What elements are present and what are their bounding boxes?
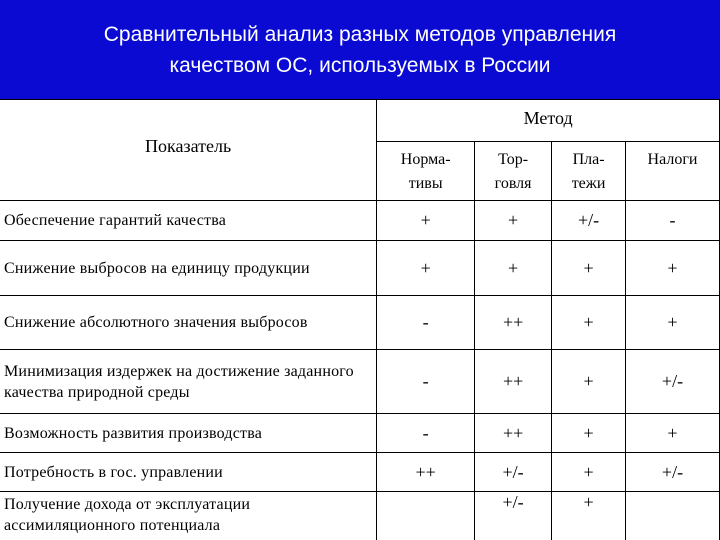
row-value: - xyxy=(377,414,475,453)
row-indicator: Снижение выбросов на единицу продукции xyxy=(0,241,377,296)
row-value: + xyxy=(377,241,475,296)
row-value: + xyxy=(552,453,626,492)
method-header: Метод xyxy=(377,100,720,142)
column-header-line: Норма- xyxy=(400,151,451,168)
row-value: + xyxy=(475,241,552,296)
indicator-header: Показатель xyxy=(0,100,377,201)
table-row xyxy=(0,453,720,492)
table-row xyxy=(0,414,720,453)
row-value: + xyxy=(552,296,626,350)
row-value: + xyxy=(552,350,626,414)
row-value: - xyxy=(377,350,475,414)
row-value: + xyxy=(626,241,720,296)
column-header-line: говля xyxy=(494,175,532,192)
row-indicator: Получение дохода от эксплуатации ассимиляционного потенциала xyxy=(0,492,377,540)
table-row xyxy=(0,350,720,414)
row-value: ++ xyxy=(377,453,475,492)
table-row xyxy=(0,201,720,241)
row-value: + xyxy=(377,201,475,241)
row-value: - xyxy=(626,201,720,241)
column-header-trade xyxy=(475,142,552,201)
table-row xyxy=(0,296,720,350)
row-indicator: Возможность развития производства xyxy=(0,414,377,453)
row-value: +/- xyxy=(475,453,552,492)
column-header-line: Тор- xyxy=(498,151,529,168)
row-value xyxy=(626,492,720,540)
row-value: +/- xyxy=(626,350,720,414)
row-value: + xyxy=(552,241,626,296)
column-header-line: тежи xyxy=(571,175,606,192)
slide-title-line-1: Сравнительный анализ разных методов управления xyxy=(103,22,617,46)
row-value: +/- xyxy=(626,453,720,492)
row-value: ++ xyxy=(475,414,552,453)
row-value: ++ xyxy=(475,296,552,350)
table-row xyxy=(0,492,720,540)
row-indicator: Снижение абсолютного значения выбросов xyxy=(0,296,377,350)
row-value: + xyxy=(552,492,626,540)
row-value: + xyxy=(626,296,720,350)
row-value: +/- xyxy=(552,201,626,241)
row-value: + xyxy=(475,201,552,241)
row-value: + xyxy=(552,414,626,453)
slide-title-line-2: качеством ОС, используемых в России xyxy=(169,53,551,77)
row-value xyxy=(377,492,475,540)
table-row xyxy=(0,241,720,296)
column-header-line: Пла- xyxy=(572,151,605,168)
row-value: + xyxy=(626,414,720,453)
row-value: - xyxy=(377,296,475,350)
row-indicator: Обеспечение гарантий качества xyxy=(0,201,377,241)
column-header-line: Налоги xyxy=(647,151,698,168)
column-header-taxes xyxy=(626,142,720,201)
column-header-payments xyxy=(552,142,626,201)
row-value: +/- xyxy=(475,492,552,540)
row-value: ++ xyxy=(475,350,552,414)
column-header-line: тивы xyxy=(408,175,443,192)
column-header-normatives xyxy=(377,142,475,201)
row-indicator: Минимизация издержек на достижение заданного качества природной среды xyxy=(0,350,377,414)
slide-title xyxy=(0,0,720,99)
row-indicator: Потребность в гос. управлении xyxy=(0,453,377,492)
comparison-table xyxy=(0,99,720,540)
